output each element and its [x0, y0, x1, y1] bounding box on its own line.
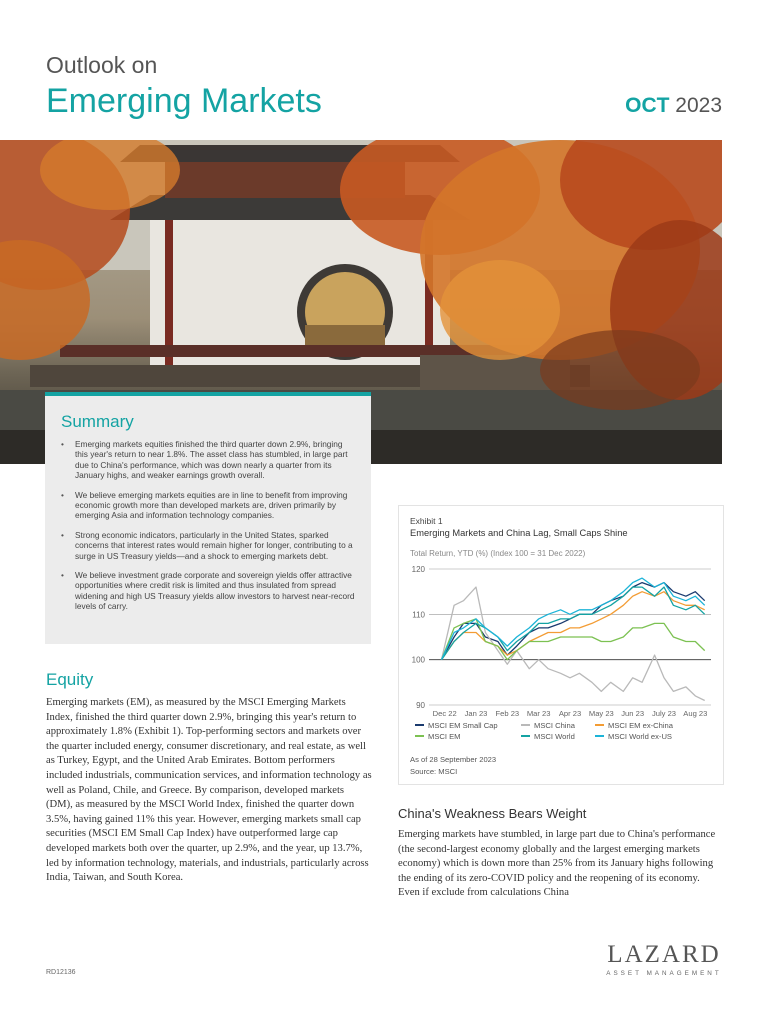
x-tick-label: July 23 [651, 709, 677, 718]
lazard-logo [604, 941, 724, 977]
y-tick-label: 120 [411, 565, 425, 574]
summary-bullet: • Strong economic indicators, particularly in the United States, sparked concerns that interest rates would remain higher for longer, contributing to a surge in US Treasury yields—and a shock to emerging markets debt. [61, 530, 357, 561]
document-pretitle: Outlook on [46, 52, 158, 78]
legend-label: MSCI China [534, 721, 575, 730]
y-tick-label: 90 [416, 701, 425, 710]
equity-body: Emerging markets (EM), as measured by the MSCI Emerging Markets Index, finished the third quarter down 2.9%, bringing this year's return to approximately 1.8% (Exhibit 1). Top-performing sectors and markets over the quarter included energy, consumer discretionary, and real estate, as well as Turkey, Egypt, and the United Arab Emirates. Bottom performers included industrials, communication services, and information technology as well as Poland, Chile, and Greece. By comparison, developed markets (DM), as measured by the MSCI World Index, finished the quarter down 3.5%, having gained 11% this year. However, emerging markets small cap securities (MSCI EM Small Cap Index) have outperformed large cap developed markets both over the quarter, up 2.9%, and the year, up 13.7%, led by information technology, materials, and industrials, particularly across India, Taiwan, and South Korea. [46, 697, 372, 884]
x-tick-label: Jan 23 [464, 709, 488, 718]
x-tick-label: Feb 23 [495, 709, 520, 718]
equity-heading: Equity [46, 670, 94, 689]
x-tick-label: Mar 23 [526, 709, 551, 718]
series-line [442, 619, 705, 660]
china-body: Emerging markets have stumbled, in large part due to China's performance (the second-largest economy globally and the largest emerging markets economy) which is down more than 25% from its January highs following the ending of its zero-COVID policy and the reopening of its economy. Even if exclude from calculations China [398, 829, 716, 899]
document-title: Emerging Markets [46, 82, 322, 120]
y-tick-label: 100 [411, 655, 425, 665]
date-year: 2023 [675, 94, 722, 117]
summary-bullet: • We believe investment grade corporate and sovereign yields offer attractive opportunities where credit risk is limited and thus insulated from spread widening and high US Treasury yields allow investors to harvest near-record levels of carry. [61, 570, 357, 612]
x-tick-label: Dec 22 [432, 709, 457, 718]
logo-tagline: ASSET MANAGEMENT [606, 970, 722, 977]
exhibit-subtitle: Total Return, YTD (%) (Index 100 = 31 Dec 2022) [410, 549, 586, 558]
logo-name: LAZARD [607, 941, 721, 968]
x-tick-label: Aug 23 [683, 709, 708, 718]
legend-label: MSCI World [534, 732, 575, 741]
x-tick-label: May 23 [588, 709, 614, 718]
legend-label: MSCI EM ex-China [608, 721, 673, 730]
y-tick-label: 110 [412, 610, 425, 620]
summary-box [45, 392, 371, 644]
summary-list [61, 439, 357, 621]
legend-label: MSCI EM Small Cap [428, 721, 498, 730]
legend-label: MSCI EM [428, 732, 461, 741]
legend-label: MSCI World ex-US [608, 732, 672, 741]
document-code: RD12136 [46, 969, 76, 976]
summary-heading: Summary [61, 412, 134, 431]
exhibit-label: Exhibit 1 [410, 516, 443, 526]
x-tick-label: Apr 23 [558, 709, 582, 718]
series-line [442, 587, 705, 700]
summary-bullet: • We believe emerging markets equities are in line to benefit from improving economic growth more than developed markets are, driven primarily by emerging Asia and information technology companies. [61, 490, 357, 521]
date-month: OCT [625, 94, 670, 117]
document-date [625, 94, 722, 118]
exhibit-as-of: As of 28 September 2023 [410, 755, 497, 764]
exhibit-source: Source: MSCI [410, 767, 458, 776]
x-tick-label: Jun 23 [621, 709, 645, 718]
china-heading: China's Weakness Bears Weight [398, 806, 587, 821]
summary-bullet: • Emerging markets equities finished the third quarter down 2.9%, bringing this year's return to near 1.8%. The asset class has stumbled, in large part due to China's performance, which was down nearly a quarter from its January highs, and weaker earnings growth overall. [61, 439, 357, 481]
exhibit-panel [398, 505, 724, 785]
series-line [442, 583, 705, 660]
line-chart [399, 561, 723, 751]
exhibit-title: Emerging Markets and China Lag, Small Caps Shine [410, 528, 628, 538]
